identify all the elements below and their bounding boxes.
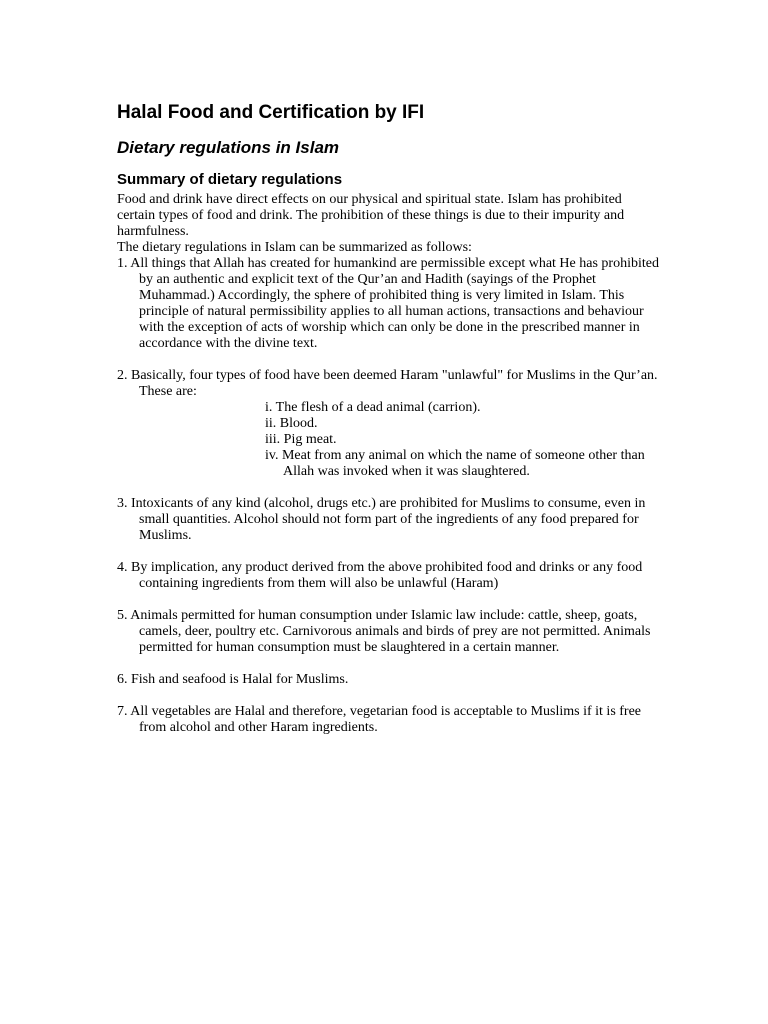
sub-item-iv: iv. Meat from any animal on which the name of someone other than Allah was invoked when it was slaughtered. bbox=[265, 448, 645, 479]
list-item-1 bbox=[117, 256, 662, 352]
list-item-3 bbox=[117, 496, 662, 544]
sublist bbox=[139, 400, 662, 480]
document-body bbox=[117, 192, 662, 736]
sub-item-iii: iii. Pig meat. bbox=[265, 432, 337, 447]
list-item-text: 3. Intoxicants of any kind (alcohol, drugs etc.) are prohibited for Muslims to consume, even in small quantities. Alcohol should not form part of the ingredients of any food prepared for Muslims. bbox=[117, 496, 646, 543]
document-title: Halal Food and Certification by IFI bbox=[117, 102, 425, 123]
list-item-text: 7. All vegetables are Halal and therefore, vegetarian food is acceptable to Muslims if it is free from alcohol and other Haram ingredients. bbox=[117, 704, 642, 735]
document-page bbox=[117, 100, 662, 752]
list-item-text: 6. Fish and seafood is Halal for Muslims. bbox=[117, 672, 349, 687]
list-item-2 bbox=[117, 368, 662, 480]
list-item-text: 2. Basically, four types of food have been deemed Haram "unlawful" for Muslims in the Qur’an. These are: bbox=[117, 368, 658, 399]
sub-item-ii: ii. Blood. bbox=[265, 416, 318, 431]
list-item-text: 4. By implication, any product derived from the above prohibited food and drinks or any food containing ingredients from them will also be unlawful (Haram) bbox=[117, 560, 643, 591]
list-item-7 bbox=[117, 704, 662, 736]
section-heading: Summary of dietary regulations bbox=[117, 171, 343, 188]
list-item-6 bbox=[117, 672, 662, 688]
list-item-4 bbox=[117, 560, 662, 592]
document-subtitle: Dietary regulations in Islam bbox=[117, 138, 340, 157]
list-item-5 bbox=[117, 608, 662, 656]
list-item-text: 5. Animals permitted for human consumption under Islamic law include: cattle, sheep, goats, camels, deer, poultry etc. Carnivorous animals and birds of prey are not permitted. Animals permitted for human consumption must be slaughtered in a certain manner. bbox=[117, 608, 651, 655]
intro-line: The dietary regulations in Islam can be summarized as follows: bbox=[117, 240, 472, 255]
intro-paragraph: Food and drink have direct effects on our physical and spiritual state. Islam has prohibited certain types of food and drink. The prohibition of these things is due to their impurity and harmfulness. bbox=[117, 192, 625, 239]
sub-item-i: i. The flesh of a dead animal (carrion). bbox=[265, 400, 481, 415]
list-item-text: 1. All things that Allah has created for humankind are permissible except what He has prohibited by an authentic and explicit text of the Qur’an and Hadith (sayings of the Prophet Muhammad.) Accordingly, the sphere of prohibited thing is very limited in Islam. This principle of natural permissibility applies to all human actions, transactions and behaviour with the exception of acts of worship which can only be done in the prescribed manner in accordance with the divine text. bbox=[117, 256, 659, 351]
